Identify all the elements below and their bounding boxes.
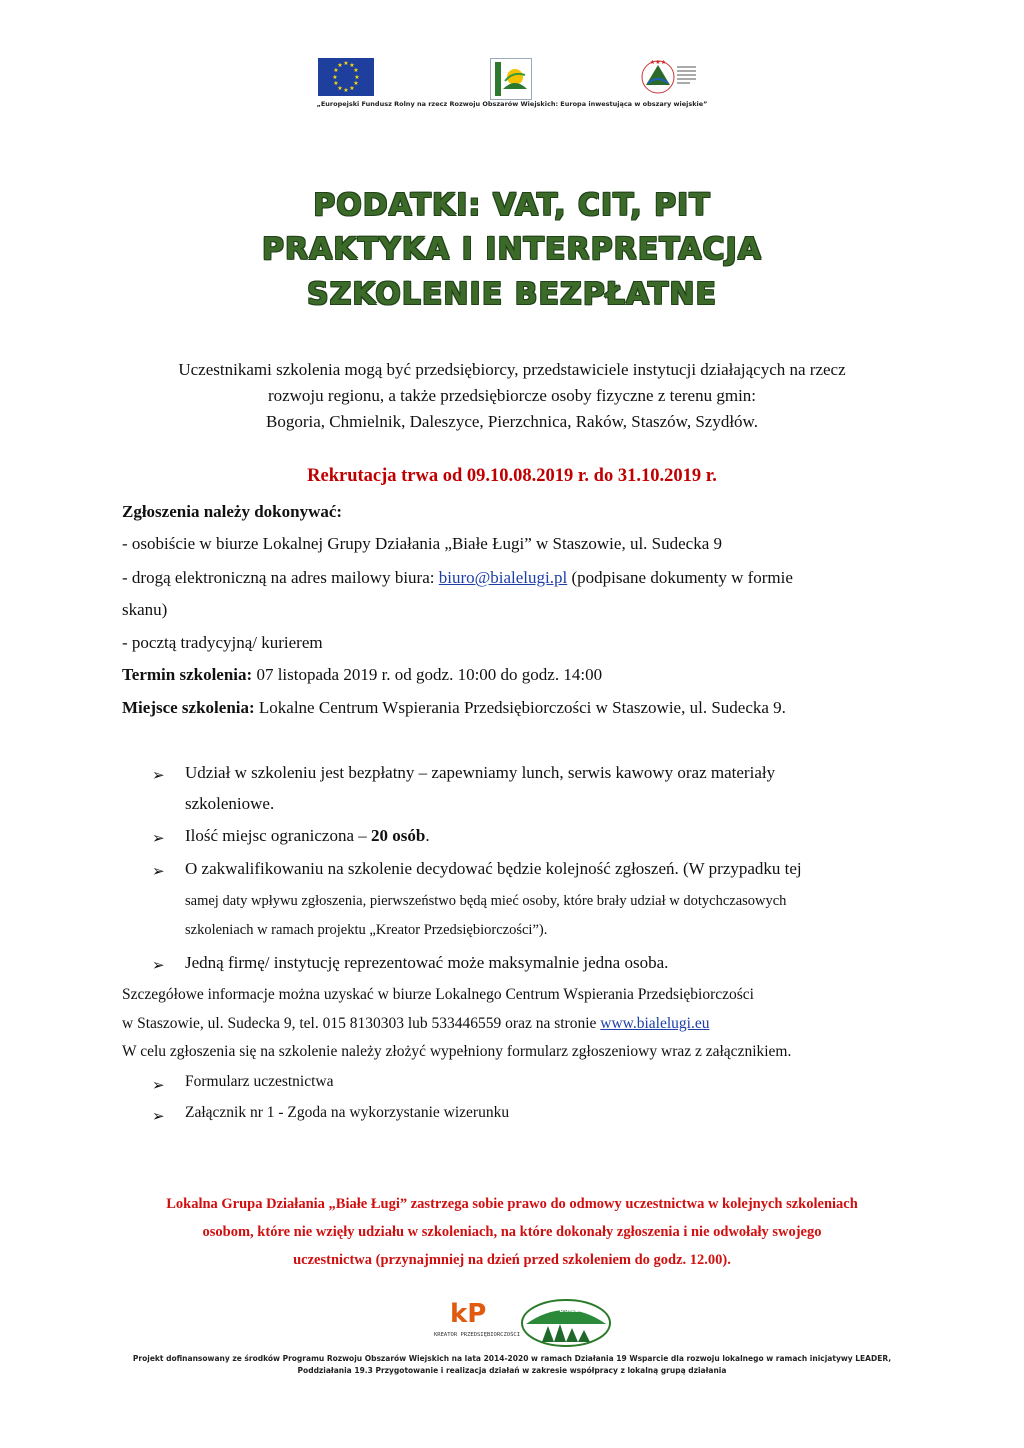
title-line-3: SZKOLENIE BEZPŁATNE: [307, 277, 717, 312]
bullet-qualification-line-1: O zakwalifikowaniu na szkolenie decydować będzie kolejność zgłoszeń. (W przypadku tej: [185, 859, 802, 878]
project-funding-note: [60, 1353, 964, 1377]
svg-text:★: ★: [353, 67, 359, 74]
bullet-arrow-icon: ➢: [152, 864, 165, 880]
svg-text:★: ★: [343, 60, 349, 67]
title-line-1: PODATKI: VAT, CIT, PIT: [313, 188, 711, 223]
biale-lugi-logo-icon: [520, 1298, 612, 1348]
svg-text:★: ★: [332, 74, 338, 81]
application-item-post: - pocztą tradycyjną/ kurierem: [122, 633, 323, 652]
footer-warning-line-3: uczestnictwa (przynajmniej na dzień przed szkoleniem do godz. 12.00).: [293, 1252, 731, 1268]
attachment-registration-form[interactable]: Formularz uczestnictwa: [185, 1073, 334, 1090]
bullet-arrow-icon: ➢: [152, 1078, 165, 1094]
svg-text:KREATOR PRZEDSIĘBIORCZOŚCI: KREATOR PRZEDSIĘBIORCZOŚCI: [433, 1332, 521, 1338]
training-place: [122, 698, 912, 718]
place-label: Miejsce szkolenia:: [122, 698, 255, 717]
website-link[interactable]: www.bialelugi.eu: [600, 1015, 710, 1032]
email-link[interactable]: biuro@bialelugi.pl: [438, 568, 568, 587]
fund-caption: „Europejski Fundusz Rolny na rzecz Rozwoju Obszarów Wiejskich: Europa inwestująca w obszary wiejskie”: [316, 100, 708, 108]
svg-text:★: ★: [354, 74, 360, 81]
bullet-arrow-icon: ➢: [152, 958, 165, 974]
project-note-line-2: Poddziałania 19.3 Przygotowanie i realizacja działań w zakresie współpracy z lokalną grupą działania: [297, 1366, 727, 1375]
kreator-logo-icon: [433, 1292, 521, 1346]
term-label: Termin szkolenia:: [122, 665, 253, 684]
bullet-arrow-icon: ➢: [152, 1109, 165, 1125]
svg-text:★: ★: [337, 62, 343, 69]
term-value: 07 listopada 2019 r. od godz. 10:00 do godz. 14:00: [252, 665, 603, 684]
intro-line-3: Bogoria, Chmielnik, Daleszyce, Pierzchnica, Raków, Staszów, Szydłów.: [266, 412, 758, 431]
intro-line-1: Uczestnikami szkolenia mogą być przedsiębiorcy, przedstawiciele instytucji działających na rzecz: [178, 360, 846, 379]
svg-text:★: ★: [333, 67, 339, 74]
footer-warning-line-2: osobom, które nie wzięły udziału w szkoleniach, na które dokonały zgłoszenia i nie odwołały swojego: [202, 1224, 822, 1240]
bullet-free-line-1: Udział w szkoleniu jest bezpłatny – zapewniamy lunch, serwis kawowy oraz materiały: [185, 763, 776, 782]
application-item-in-person: - osobiście w biurze Lokalnej Grupy Działania „Białe Ługi” w Staszowie, ul. Sudecka 9: [122, 534, 723, 553]
bullet-one-person: Jedną firmę/ instytucję reprezentować może maksymalnie jedna osoba.: [185, 953, 669, 972]
project-note-line-1: Projekt dofinansowany ze środków Programu Rozwoju Obszarów Wiejskich na lata 2014-2020 w ramach Działania 19 Wsparcie dla rozwoju lokalnego w ramach inicjatywy LEADER,: [132, 1354, 892, 1363]
intro-paragraph: [120, 357, 904, 435]
intro-line-2: rozwoju regionu, a także przedsiębiorcze osoby fizyczne z terenu gmin:: [267, 386, 757, 405]
bullet-arrow-icon: ➢: [152, 768, 165, 784]
training-term: [122, 665, 912, 685]
bullet-free-line-2: szkoleniowe.: [185, 794, 275, 813]
svg-text:★: ★: [353, 80, 359, 87]
svg-text:BIAŁE ŁUGI: BIAŁE ŁUGI: [559, 1307, 597, 1314]
bullet-seats: Ilość miejsc ograniczona – 20 osób.: [185, 826, 430, 845]
svg-text:kP: kP: [450, 1299, 487, 1329]
eu-flag-icon: [318, 58, 374, 96]
attachment-image-consent[interactable]: Załącznik nr 1 - Zgoda na wykorzystanie wizerunku: [185, 1104, 510, 1121]
svg-text:★: ★: [349, 62, 355, 69]
recruitment-dates: Rekrutacja trwa od 09.10.08.2019 r. do 31.10.2019 r.: [307, 466, 717, 486]
details-line-2: w Staszowie, ul. Sudecka 9, tel. 015 8130303 lub 533446559 oraz na stronie www.bialelugi.eu: [122, 1015, 710, 1032]
applications-heading: Zgłoszenia należy dokonywać:: [122, 502, 343, 521]
prow-logo-icon: [640, 55, 700, 99]
svg-text:★: ★: [333, 80, 339, 87]
leader-logo-icon: [490, 58, 532, 100]
title-line-2: PRAKTYKA I INTERPRETACJA: [262, 232, 762, 267]
bullet-arrow-icon: ➢: [152, 831, 165, 847]
svg-text:★★★: ★★★: [649, 59, 667, 66]
application-item-email: - drogą elektroniczną na adres mailowy biura: biuro@bialelugi.pl (podpisane dokumenty w formie: [122, 568, 793, 587]
svg-text:★: ★: [343, 87, 349, 94]
footer-warning-line-1: Lokalna Grupa Działania „Białe Ługi” zastrzega sobie prawo do odmowy uczestnictwa w kolejnych szkoleniach: [166, 1196, 858, 1212]
place-value: Lokalne Centrum Wspierania Przedsiębiorczości w Staszowie, ul. Sudecka 9.: [254, 698, 786, 717]
svg-text:★: ★: [337, 85, 343, 92]
footer-warning: [120, 1190, 904, 1274]
details-line-3: W celu zgłoszenia się na szkolenie należy złożyć wypełniony formularz zgłoszeniowy wraz z załącznikiem.: [122, 1043, 792, 1060]
bullet-qualification-line-3: szkoleniach w ramach projektu „Kreator Przedsiębiorczości”).: [185, 922, 548, 938]
details-line-1: Szczegółowe informacje można uzyskać w biurze Lokalnego Centrum Wspierania Przedsiębiorczości: [122, 986, 754, 1003]
application-item-email-cont: skanu): [122, 600, 168, 619]
svg-text:★: ★: [349, 85, 355, 92]
bullet-qualification-line-2: samej daty wpływu zgłoszenia, pierwszeństwo będą mieć osoby, które brały udział w dotychczasowych: [185, 893, 787, 909]
